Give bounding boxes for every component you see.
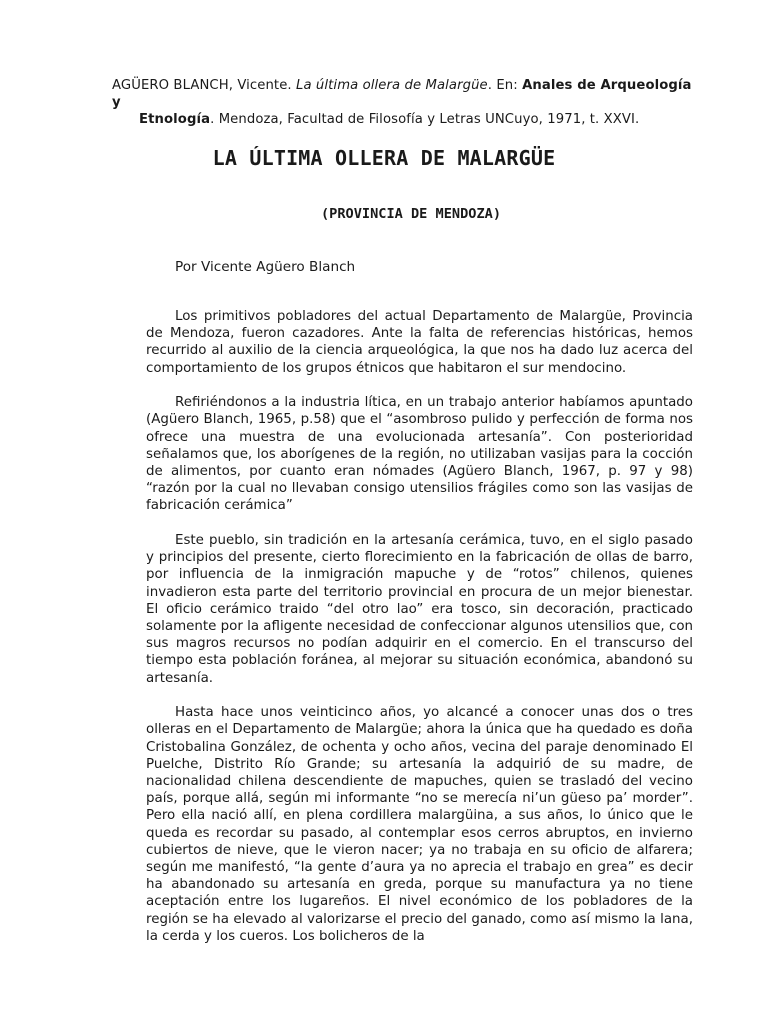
paragraph: Este pueblo, sin tradición en la artesanía cerámica, tuvo, en el siglo pasado y principios del presente, cierto florecimiento en la fabricación de ollas de barro, por influencia de la inmigración mapuche y de “rotos” chilenos, quienes invadieron esta parte del territorio provincial en procura de un mejor bienestar. El oficio cerámico traido “del otro lao” era tosco, sin decoración, practicado solamente por la afligente necesidad de confeccionar algunos utensilios que, con sus magros recursos no podían adquirir en el comercio. En el transcurso del tiempo esta población foránea, al mejorar su situación económica, abandonó su artesanía. bbox=[146, 533, 693, 686]
paragraph: Hasta hace unos veinticinco años, yo alcancé a conocer unas dos o tres olleras en el Departamento de Malargüe; ahora la única que ha quedado es doña Cristobalina González, de ochenta y ocho años, vecina del paraje denominado El Puelche, Distrito Río Grande; su artesanía la adquirió de su madre, de nacionalidad chilena descendiente de mapuches, quien se trasladó del vecino país, porque allá, según mi informante “no se merecía ni’un güeso pa’ morder”. Pero ella nació allí, en plena cordillera malargüina, a sus años, lo único que le queda es recordar su pasado, al contemplar esos cerros abruptos, en invierno cubiertos de nieve, que le vieron nacer; ya no trabaja en su oficio de alfarera; según me manifestó, “la gente d’aura ya no aprecia el trabajo en grea” es decir ha abandonado su artesanía en greda, porque su manufactura ya no tiene aceptación entre los lugareños. El nivel económico de los pobladores de la región se ha elevado al valorizarse el precio del ganado, como así mismo la lana, la cerda y los cueros. Los bolicheros de la bbox=[146, 705, 693, 944]
bibliographic-citation bbox=[112, 77, 694, 128]
citation-rest: . Mendoza, Facultad de Filosofía y Letras UNCuyo, 1971, t. XXVI. bbox=[210, 112, 640, 127]
document-subtitle: (PROVINCIA DE MENDOZA) bbox=[320, 206, 502, 222]
byline: Por Vicente Agüero Blanch bbox=[175, 259, 356, 275]
citation-journal-part2: Etnología bbox=[139, 112, 211, 127]
citation-author: AGÜERO BLANCH, Vicente. bbox=[112, 78, 292, 93]
document-title: LA ÚLTIMA OLLERA DE MALARGÜE bbox=[212, 146, 556, 170]
paragraph: Los primitivos pobladores del actual Departamento de Malargüe, Provincia de Mendoza, fueron cazadores. Ante la falta de referencias históricas, hemos recurrido al auxilio de la ciencia arqueológica, la que nos ha dado luz acerca del comportamiento de los grupos étnicos que habitaron el sur mendocino. bbox=[146, 309, 693, 376]
citation-work-title: La última ollera de Malargüe bbox=[296, 78, 488, 93]
citation-second-line bbox=[112, 111, 694, 128]
paragraph: Refiriéndonos a la industria lítica, en un trabajo anterior habíamos apuntado (Agüero Blanch, 1965, p.58) que el “asombroso pulido y perfección de forma nos ofrece una muestra de una evolucionada artesanía”. Con posterioridad señalamos que, los aborígenes de la región, no utilizaban vasijas para la cocción de alimentos, por cuanto eran nómades (Agüero Blanch, 1967, p. 97 y 98) “razón por la cual no llevaban consigo utensilios frágiles como son las vasijas de fabricación cerámica” bbox=[146, 395, 693, 514]
citation-journal-part1: Anales de Arqueología y bbox=[112, 78, 692, 110]
citation-in-label: . En: bbox=[487, 78, 518, 93]
body-text bbox=[146, 308, 693, 945]
